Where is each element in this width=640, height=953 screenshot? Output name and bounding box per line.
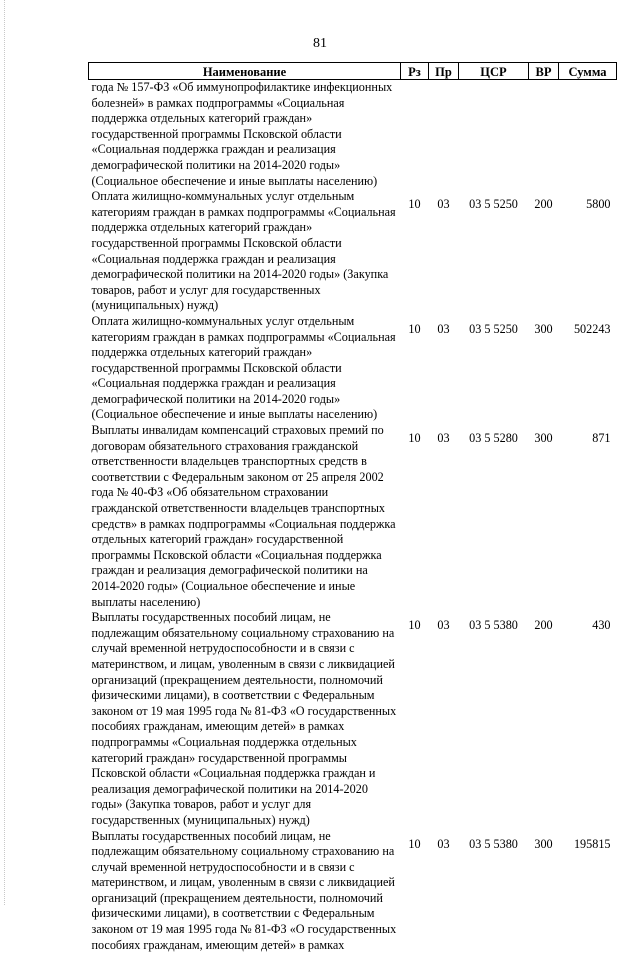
row-rz: 10 bbox=[401, 189, 429, 314]
budget-table bbox=[88, 62, 617, 953]
row-pr bbox=[429, 80, 459, 190]
header-name: Наименование bbox=[89, 63, 401, 80]
row-name: года № 157-ФЗ «Об иммунопрофилактике инфекционных болезней» в рамках подпрограммы «Социальная поддержка отдельных категорий граждан» государственной программы Псковской области «Социальная поддержка граждан и реализация демографической политики на 2014-2020 годы» (Социальное обеспечение и иные выплаты населению) bbox=[89, 80, 401, 190]
row-name: Выплаты государственных пособий лицам, не подлежащим обязательному социальному страхованию на случай временной нетрудоспособности и в связи с материнством, и лицам, уволенным в связи с ликвидацией организаций (прекращением деятельности, полномочий физическими лицами), в соответствии с Федеральным законом от 19 мая 1995 года № 81-ФЗ «О государственных пособиях гражданам, имеющим детей» в рамках подпрограммы «Социальная поддержка отдельных категорий граждан» государственной программы Псковской области «Социальная поддержка граждан и реализация демографической политики на 2014-2020 годы» (Закупка товаров, работ и услуг для государственных (муниципальных) нужд) bbox=[89, 610, 401, 828]
table-row bbox=[89, 423, 617, 610]
row-name: Выплаты инвалидам компенсаций страховых премий по договорам обязательного страхования гражданской ответственности владельцев транспортных средств в соответствии с Федеральным законом от 25 апреля 2002 года № 40-ФЗ «Об обязательном страховании гражданской ответственности владельцев транспортных средств» в рамках подпрограммы «Социальная поддержка отдельных категорий граждан» государственной программы Псковской области «Социальная поддержка граждан и реализация демографической политики на 2014-2020 годы» (Социальное обеспечение и иные выплаты населению) bbox=[89, 423, 401, 610]
table-row bbox=[89, 610, 617, 828]
row-csr: 03 5 5380 bbox=[459, 829, 529, 953]
row-pr: 03 bbox=[429, 189, 459, 314]
row-csr: 03 5 5250 bbox=[459, 314, 529, 423]
row-rz: 10 bbox=[401, 829, 429, 953]
header-sum: Сумма bbox=[559, 63, 617, 80]
row-vr: 300 bbox=[529, 314, 559, 423]
row-rz bbox=[401, 80, 429, 190]
table-row bbox=[89, 314, 617, 423]
table-row bbox=[89, 189, 617, 314]
table-row bbox=[89, 829, 617, 953]
row-sum bbox=[559, 80, 617, 190]
row-pr: 03 bbox=[429, 610, 459, 828]
row-sum: 430 bbox=[559, 610, 617, 828]
row-rz: 10 bbox=[401, 314, 429, 423]
header-rz: Рз bbox=[401, 63, 429, 80]
row-csr: 03 5 5250 bbox=[459, 189, 529, 314]
row-sum: 871 bbox=[559, 423, 617, 610]
row-name: Оплата жилищно-коммунальных услуг отдельным категориям граждан в рамках подпрограммы «Социальная поддержка отдельных категорий граждан» государственной программы Псковской области «Социальная поддержка граждан и реализация демографической политики на 2014-2020 годы» (Закупка товаров, работ и услуг для государственных (муниципальных) нужд) bbox=[89, 189, 401, 314]
row-vr: 200 bbox=[529, 189, 559, 314]
header-vr: ВР bbox=[529, 63, 559, 80]
row-vr bbox=[529, 80, 559, 190]
row-sum: 502243 bbox=[559, 314, 617, 423]
header-csr: ЦСР bbox=[459, 63, 529, 80]
row-pr: 03 bbox=[429, 829, 459, 953]
row-pr: 03 bbox=[429, 314, 459, 423]
row-name: Оплата жилищно-коммунальных услуг отдельным категориям граждан в рамках подпрограммы «Социальная поддержка отдельных категорий граждан» государственной программы Псковской области «Социальная поддержка граждан и реализация демографической политики на 2014-2020 годы» (Социальное обеспечение и иные выплаты населению) bbox=[89, 314, 401, 423]
table-row bbox=[89, 80, 617, 190]
row-vr: 300 bbox=[529, 423, 559, 610]
row-rz: 10 bbox=[401, 610, 429, 828]
row-csr: 03 5 5380 bbox=[459, 610, 529, 828]
page-number: 81 bbox=[0, 36, 640, 52]
row-name: Выплаты государственных пособий лицам, не подлежащим обязательному социальному страхованию на случай временной нетрудоспособности и в связи с материнством, и лицам, уволенным в связи с ликвидацией организаций (прекращением деятельности, полномочий физическими лицами), в соответствии с Федеральным законом от 19 мая 1995 года № 81-ФЗ «О государственных пособиях гражданам, имеющим детей» в рамках bbox=[89, 829, 401, 953]
row-sum: 5800 bbox=[559, 189, 617, 314]
row-csr: 03 5 5280 bbox=[459, 423, 529, 610]
row-vr: 300 bbox=[529, 829, 559, 953]
row-csr bbox=[459, 80, 529, 190]
scan-margin-line bbox=[4, 0, 5, 905]
row-vr: 200 bbox=[529, 610, 559, 828]
table-header-row bbox=[89, 63, 617, 80]
row-sum: 195815 bbox=[559, 829, 617, 953]
header-pr: Пр bbox=[429, 63, 459, 80]
row-rz: 10 bbox=[401, 423, 429, 610]
row-pr: 03 bbox=[429, 423, 459, 610]
